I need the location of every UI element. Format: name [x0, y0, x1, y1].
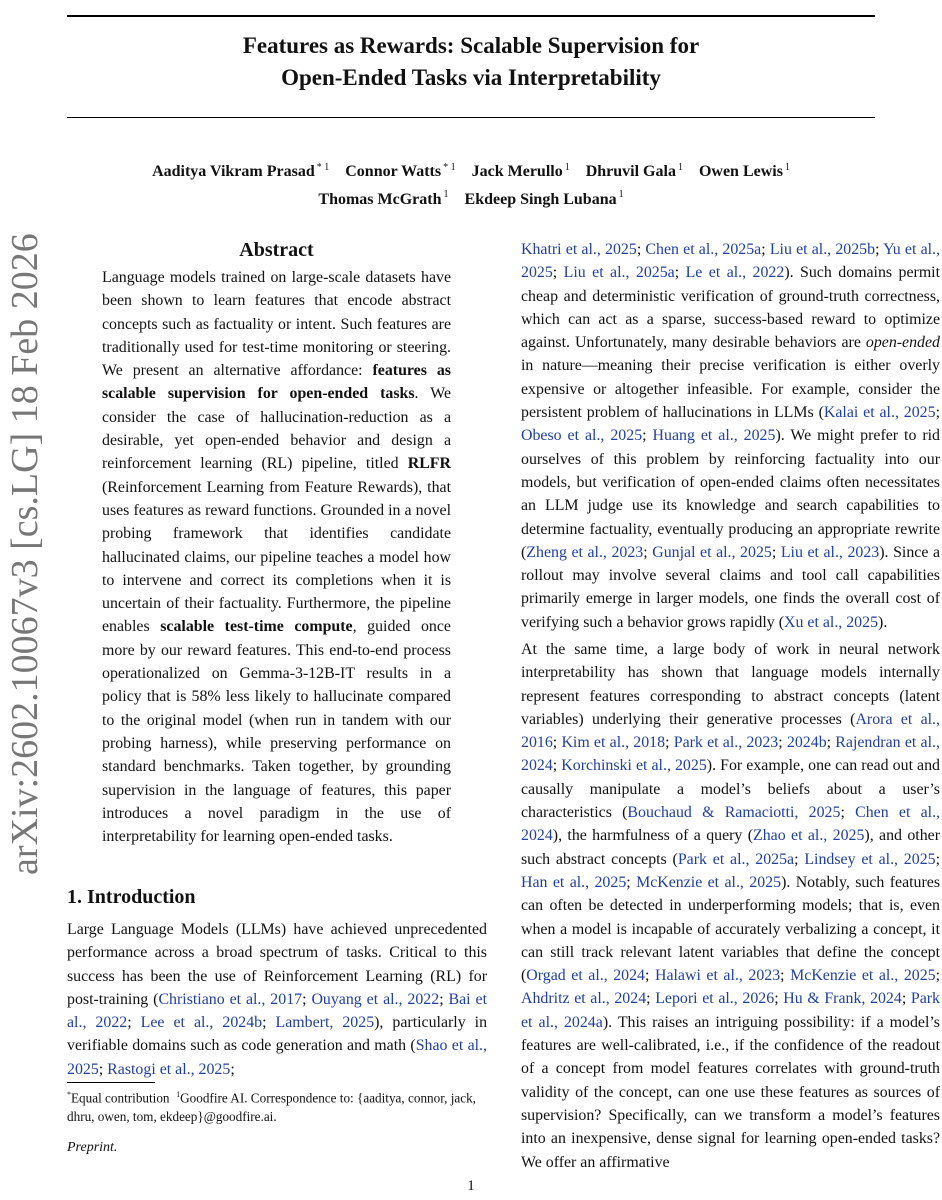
citation-link[interactable]: Park et al., 2023	[673, 734, 779, 752]
abstract-heading: Abstract	[239, 239, 314, 261]
citation-link[interactable]: Lepori et al., 2026	[655, 990, 775, 1008]
footnote-rule	[67, 1082, 155, 1083]
text-run: (Reinforcement Learning from Feature Rewards), that uses features as reward functions. Grounded in a novel probing framework that identifies candidate hallucinated claims, our pipeline teaches a model how to intervene and correct its completions when it is uncertain of their factuality. Furthermore, the pipeline enables	[102, 478, 451, 636]
text-run: ;	[439, 990, 449, 1008]
author-affiliation-mark: 1	[677, 162, 683, 173]
text-run: ;	[761, 241, 770, 258]
author-affiliation-mark: * 1	[443, 162, 456, 173]
author-name	[586, 163, 683, 180]
author-name	[472, 163, 570, 180]
abstract-body	[102, 266, 451, 848]
author-name-text: Dhruvil Gala	[585, 163, 676, 181]
author-list	[67, 156, 875, 211]
text-run: At the same time, a large body of work in neural network interpretability has shown that language models internally represent features corresponding to abstract concepts (latent variables) underlying their generative processes (	[521, 641, 940, 728]
introduction-left-paragraph	[67, 918, 487, 1081]
author-name-text: Thomas McGrath	[318, 190, 442, 208]
introduction-right-paragraph-1	[521, 238, 940, 634]
author-name-text: Aaditya Vikram Prasad	[152, 163, 315, 181]
text-run: ;	[875, 241, 884, 258]
text-run: ;	[840, 804, 856, 822]
text-run: Large Language Models (LLMs) have achieved unprecedented performance across a broad spectrum of tasks. Critical to this success has been the use of Reinforcement Learning (RL) for post-training (	[67, 921, 487, 1008]
title-bottom-rule	[67, 117, 875, 118]
citation-link[interactable]: Park et al., 2025a	[677, 850, 795, 868]
text-run: ;	[626, 873, 637, 891]
citation-link[interactable]: Korchinski et al., 2025	[561, 757, 707, 775]
citation-link[interactable]: Hu & Frank, 2024	[783, 990, 902, 1008]
text-run: ;	[636, 241, 646, 258]
author-affiliation-mark: 1	[784, 162, 790, 173]
text-run: ), and other such abstract concepts (	[521, 827, 940, 868]
citation-link[interactable]: 2024b	[786, 734, 827, 752]
author-name	[699, 163, 790, 180]
text-run: ;	[302, 990, 312, 1008]
text-run: ;	[674, 264, 686, 282]
citation-link[interactable]: Liu et al., 2023	[780, 543, 880, 561]
page-number: 1	[467, 1178, 475, 1194]
citation-link[interactable]: McKenzie et al., 2025	[636, 873, 782, 891]
text-run: ;	[230, 1060, 235, 1078]
citation-link[interactable]: Huang et al., 2025	[652, 427, 776, 445]
author-affiliation-mark: 1	[443, 189, 449, 201]
introduction-heading: 1. Introduction	[67, 886, 196, 908]
text-run: ;	[826, 734, 836, 752]
citation-link[interactable]: Halawi et al., 2023	[654, 967, 781, 985]
introduction-right-paragraph-2	[521, 638, 940, 1174]
citation-link[interactable]: Christiano et al., 2017	[158, 990, 303, 1008]
text-run: ;	[645, 967, 655, 985]
title-line-1: Features as Rewards: Scalable Supervision for	[242, 33, 700, 58]
title-line-2: Open-Ended Tasks via Interpretability	[281, 65, 661, 90]
citation-link[interactable]: McKenzie et al., 2025	[790, 967, 936, 985]
citation-link[interactable]: Han et al., 2025	[521, 873, 627, 891]
text-run: ). Such domains permit cheap and deterministic verification of ground-truth correctness, which can act as a sparse, success-based reward to optimize against. Unfortunately, many desirable behaviors are	[521, 264, 941, 352]
paper-title	[67, 30, 875, 94]
text-run: ;	[552, 757, 562, 775]
citation-link[interactable]: Chen et al., 2025a	[645, 241, 762, 258]
citation-link[interactable]: Arora et al., 2016	[521, 710, 940, 752]
text-run: ;	[552, 734, 562, 752]
citation-link[interactable]: Bouchaud & Ramaciotti, 2025	[627, 804, 841, 822]
author-name	[318, 191, 448, 208]
text-run: Language models trained on large-scale datasets have been shown to learn features that encode abstract concepts such as factuality or intent. Such features are traditionally used for test-time monitoring or steering. We present an alternative affordance:	[102, 269, 451, 380]
bold-text: RLFR	[407, 455, 451, 473]
author-name	[152, 163, 329, 180]
text-run: ;	[262, 1014, 276, 1032]
footnote-mark: *	[67, 1090, 71, 1099]
citation-link[interactable]: Orgad et al., 2024	[526, 967, 646, 985]
text-run: ). Since a rollout may involve several claims and tool call capabilities primarily emerge in larger models, one finds the overall cost of verifying such a behavior grows rapidly (	[521, 543, 940, 631]
text-run: ;	[935, 404, 940, 422]
footnote	[67, 1085, 492, 1126]
text-run: ). We might prefer to rid ourselves of this problem by reinforcing factuality into our models, but verification of open-ended claims often necessitates an LLM judge use its knowledge and search capabilities to determine factuality, eventually producing an appropriate rewrite (	[521, 427, 941, 561]
text-run: ;	[771, 543, 781, 561]
footnote-affiliation-mark: 1	[176, 1090, 181, 1099]
text-run: ;	[127, 1014, 141, 1032]
text-run: ;	[774, 990, 784, 1008]
text-run: ;	[935, 967, 941, 985]
author-name-text: Owen Lewis	[698, 163, 783, 181]
citation-link[interactable]: Liu et al., 2025b	[769, 241, 876, 258]
text-run: ). This raises an intriguing possibility: if a model’s features are well-calibrated, i.e., if the confidence of the readout of a concept from model features correlates with ground-truth validity of the concept, can one use these features as sources of supervision? Specifically, can we transform a model’s features into an inexpensive, dense signal for learning open-ended tasks? We offer an affirmative	[521, 1013, 940, 1171]
citation-link[interactable]: Khatri et al., 2025	[521, 241, 637, 258]
text-run: ), particularly in verifiable domains such as code generation and math (	[67, 1014, 488, 1055]
citation-link[interactable]: Bai et al., 2022	[67, 990, 487, 1032]
citation-link[interactable]: Zhao et al., 2025	[753, 827, 865, 845]
citation-link[interactable]: Lee et al., 2024b	[140, 1014, 263, 1032]
text-run: ). Notably, such features can often be detected in underperforming models; that is, even when a model is incapable of accurately verbalizing a concept, it can still track relevant latent variables that define the concept (	[521, 873, 941, 985]
author-affiliation-mark: * 1	[316, 162, 330, 173]
citation-link[interactable]: Chen et al., 2024	[521, 804, 941, 845]
text-run: ;	[98, 1060, 108, 1078]
citation-link[interactable]: Ouyang et al., 2022	[311, 990, 440, 1008]
author-name-text: Ekdeep Singh Lubana	[464, 190, 617, 208]
arxiv-stamp: arXiv:2602.10067v3 [cs.LG] 18 Feb 2026	[4, 233, 46, 875]
bold-text: scalable test-time compute	[160, 618, 353, 636]
preprint-label: Preprint.	[67, 1140, 118, 1155]
text-run: ;	[778, 734, 787, 752]
text-run: ).	[878, 613, 888, 631]
citation-link[interactable]: Lambert, 2025	[275, 1014, 375, 1032]
text-run: , guided once more by our reward features. This end-to-end process operationalized on Gemma-3-12B-IT results in a policy that is 58% less likely to hallucinate compared to the original model (when run in tandem with our probing harness), while preserving performance on standard benchmarks. Taken together, by grounding supervision in the language of features, this paper introduces a novel paradigm in the use of interpretability for learning open-ended tasks.	[102, 618, 451, 846]
citation-link[interactable]: Gunjal et al., 2025	[652, 543, 772, 561]
citation-link[interactable]: Liu et al., 2025a	[563, 264, 675, 282]
author-name	[465, 191, 624, 208]
text-run: ;	[935, 850, 941, 868]
citation-link[interactable]: Rajendran et al., 2024	[521, 734, 940, 775]
citation-link[interactable]: Xu et al., 2025	[784, 613, 879, 631]
bold-text: features as scalable supervision for open-ended tasks	[102, 362, 451, 403]
citation-link[interactable]: Lindsey et al., 2025	[804, 850, 936, 868]
abstract-paragraph	[102, 266, 451, 848]
text-run: ), the harmfulness of a query (	[552, 827, 754, 845]
author-affiliation-mark: 1	[618, 189, 624, 201]
citation-link[interactable]: Shao et al., 2025	[67, 1037, 487, 1078]
text-run: ;	[646, 990, 656, 1008]
citation-link[interactable]: Rastogi et al., 2025	[107, 1060, 231, 1078]
text-run: ). For example, one can read out and causally manipulate a model’s beliefs about a user’s characteristics (	[521, 757, 940, 822]
text-run: ;	[643, 543, 653, 561]
author-affiliation-mark: 1	[564, 162, 570, 173]
text-run: . We consider the case of hallucination-reduction as a desirable, yet open-ended behavior and design a reinforcement learning (RL) pipeline, titled	[102, 385, 451, 473]
text-run: in nature—meaning their precise verification is either overly expensive or altogether infeasible. For example, consider the persistent problem of hallucinations in LLMs (	[521, 357, 940, 422]
citation-link[interactable]: Yu et al., 2025	[521, 241, 940, 282]
text-run: ;	[794, 850, 805, 868]
text-run: ;	[552, 264, 564, 282]
text-run: ;	[780, 967, 791, 985]
author-name-text: Jack Merullo	[471, 163, 563, 181]
citation-link[interactable]: Kalai et al., 2025	[823, 404, 936, 422]
footnote-equal-contribution: Equal contribution	[71, 1090, 170, 1106]
author-name-text: Connor Watts	[345, 163, 442, 181]
italic-text: open-ended	[865, 334, 940, 352]
citation-link[interactable]: Obeso et al., 2025	[521, 427, 643, 445]
citation-link[interactable]: Kim et al., 2018	[561, 734, 666, 752]
citation-link[interactable]: Park et al., 2024a	[521, 990, 941, 1031]
text-run: ;	[642, 427, 653, 445]
citation-link[interactable]: Zheng et al., 2023	[526, 543, 644, 561]
text-run: ;	[665, 734, 674, 752]
author-name	[345, 163, 455, 180]
text-run: ;	[901, 990, 911, 1008]
title-top-rule	[67, 15, 875, 17]
citation-link[interactable]: Le et al., 2022	[685, 264, 785, 282]
citation-link[interactable]: Ahdritz et al., 2024	[521, 990, 647, 1008]
footnote-correspondence: Goodfire AI. Correspondence to: {aaditya, connor, jack, dhru, owen, tom, ekdeep}@goodfire.ai.	[67, 1090, 476, 1125]
